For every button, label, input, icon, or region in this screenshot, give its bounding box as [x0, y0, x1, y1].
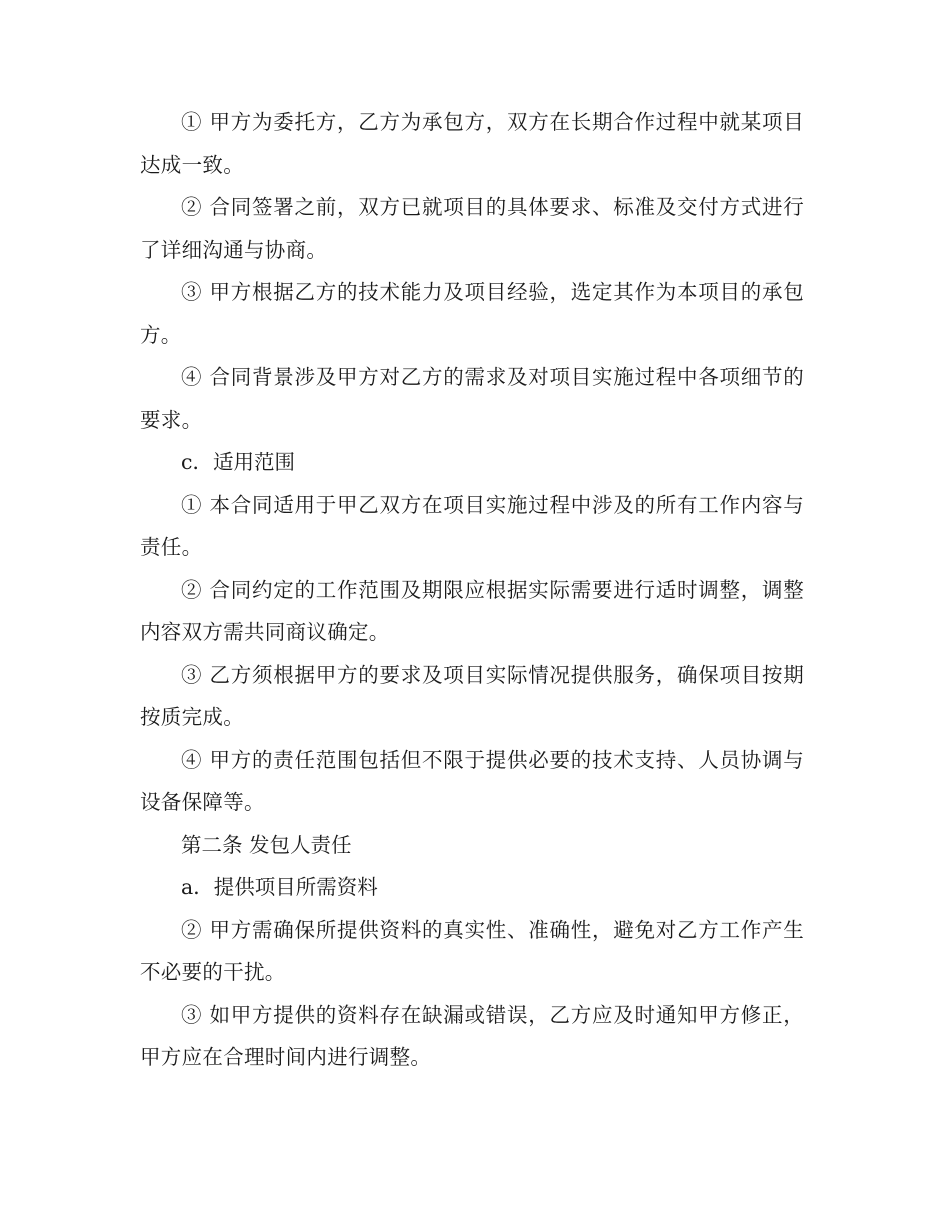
section-heading-scope: c．适用范围	[181, 450, 295, 474]
section-heading-materials: a．提供项目所需资料	[181, 875, 378, 899]
paragraph-background-1: ① 甲方为委托方，乙方为承包方，双方在长期合作过程中就某项目达成一致。	[140, 110, 804, 177]
paragraph-materials-3: ③ 如甲方提供的资料存在缺漏或错误，乙方应及时通知甲方修正，甲方应在合理时间内进行调整。	[140, 1002, 804, 1069]
article-heading-2: 第二条 发包人责任	[181, 832, 352, 857]
paragraph-scope-1: ① 本合同适用于甲乙双方在项目实施过程中涉及的所有工作内容与责任。	[140, 492, 804, 559]
paragraph-background-4: ④ 合同背景涉及甲方对乙方的需求及对项目实施过程中各项细节的要求。	[140, 365, 804, 432]
paragraph-materials-2: ② 甲方需确保所提供资料的真实性、准确性，避免对乙方工作产生不必要的干扰。	[140, 917, 804, 984]
paragraph-scope-4: ④ 甲方的责任范围包括但不限于提供必要的技术支持、人员协调与设备保障等。	[140, 747, 804, 814]
document-body	[140, 101, 804, 1079]
paragraph-background-3: ③ 甲方根据乙方的技术能力及项目经验，选定其作为本项目的承包方。	[140, 280, 804, 347]
paragraph-background-2: ② 合同签署之前，双方已就项目的具体要求、标准及交付方式进行了详细沟通与协商。	[140, 195, 804, 262]
paragraph-scope-2: ② 合同约定的工作范围及期限应根据实际需要进行适时调整，调整内容双方需共同商议确定。	[140, 577, 804, 644]
paragraph-scope-3: ③ 乙方须根据甲方的要求及项目实际情况提供服务，确保项目按期按质完成。	[140, 662, 804, 729]
